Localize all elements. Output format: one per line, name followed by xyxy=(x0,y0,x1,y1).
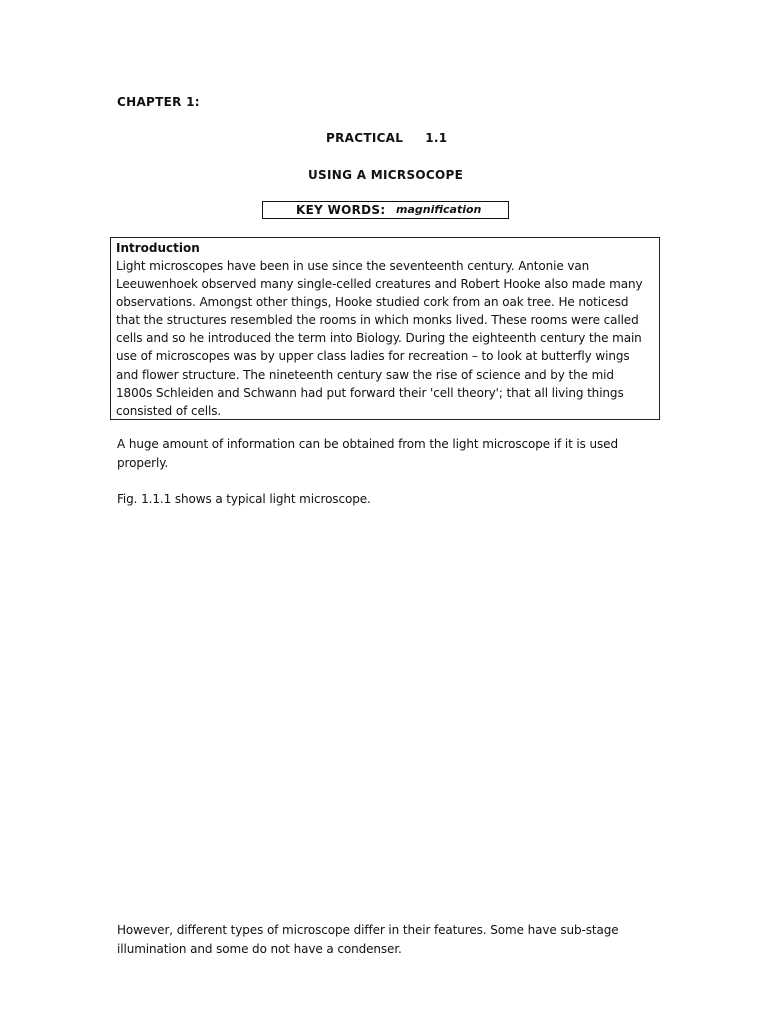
key-words-value: magnification xyxy=(396,203,482,216)
practical-heading xyxy=(326,131,447,145)
paragraph-line: illumination and some do not have a condenser. xyxy=(117,941,402,956)
introduction-line: use of microscopes was by upper class ladies for recreation – to look at butterfly wings xyxy=(116,349,630,364)
key-words-label: KEY WORDS: xyxy=(296,203,386,217)
introduction-text xyxy=(116,257,654,420)
introduction-line: 1800s Schleiden and Schwann had put forward their 'cell theory'; that all living things xyxy=(116,385,624,400)
paragraph-line: However, different types of microscope differ in their features. Some have sub-stage xyxy=(117,923,619,937)
paragraph-line: A huge amount of information can be obtained from the light microscope if it is used xyxy=(117,437,618,451)
introduction-line: observations. Amongst other things, Hooke studied cork from an oak tree. He noticesd xyxy=(116,295,629,310)
introduction-box xyxy=(110,237,660,420)
practical-number: 1.1 xyxy=(425,131,448,145)
paragraph-microscope-types xyxy=(117,921,657,958)
chapter-heading: CHAPTER 1: xyxy=(117,95,200,109)
introduction-line: Light microscopes have been in use since the seventeenth century. Antonie van xyxy=(116,259,590,273)
introduction-line: cells and so he introduced the term into Biology. During the eighteenth century the main xyxy=(116,331,642,346)
introduction-line: that the structures resembled the rooms in which monks lived. These rooms were called xyxy=(116,313,639,328)
introduction-line: consisted of cells. xyxy=(116,403,222,418)
introduction-line: Leeuwenhoek observed many single-celled creatures and Robert Hooke also made many xyxy=(116,277,643,292)
introduction-heading: Introduction xyxy=(116,241,200,255)
key-words-box xyxy=(262,201,509,219)
paragraph-figure-reference: Fig. 1.1.1 shows a typical light microscope. xyxy=(117,492,371,506)
paragraph-line: properly. xyxy=(117,455,169,470)
page-title: USING A MICRSOCOPE xyxy=(308,168,464,182)
paragraph-information xyxy=(117,435,657,472)
introduction-line: and flower structure. The nineteenth century saw the rise of science and by the mid xyxy=(116,367,614,382)
practical-label: PRACTICAL xyxy=(326,131,404,145)
